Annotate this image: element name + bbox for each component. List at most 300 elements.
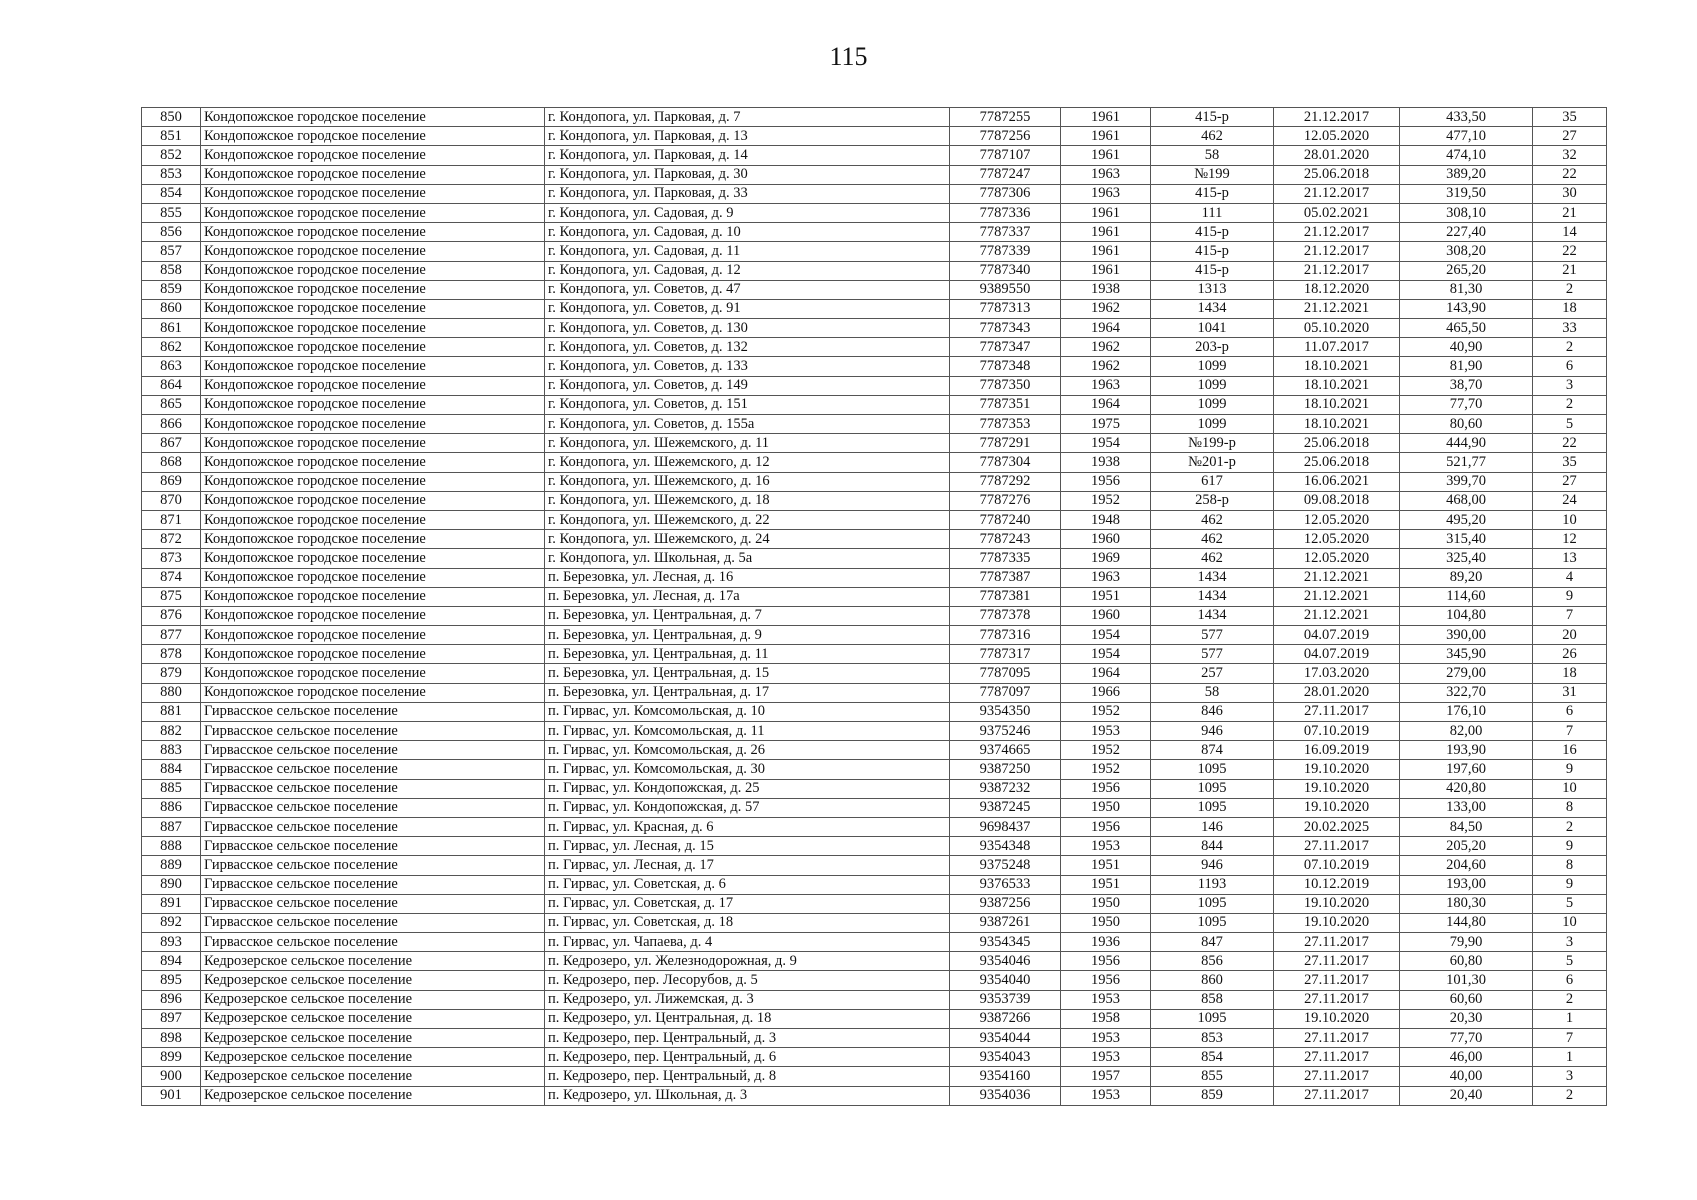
row-number-cell: 895 (142, 971, 201, 990)
table-row (142, 338, 1607, 357)
table-row (142, 415, 1607, 434)
residents-count-cell: 10 (1533, 913, 1607, 932)
residents-count-cell: 8 (1533, 856, 1607, 875)
residents-count-cell: 10 (1533, 510, 1607, 529)
year-built-cell: 1954 (1061, 434, 1151, 453)
residents-count-cell: 21 (1533, 261, 1607, 280)
address-cell: г. Кондопога, ул. Шежемского, д. 24 (545, 530, 950, 549)
decree-date-cell: 17.03.2020 (1274, 664, 1400, 683)
settlement-name-cell: Кондопожское городское поселение (201, 223, 545, 242)
table-row (142, 146, 1607, 165)
year-built-cell: 1962 (1061, 299, 1151, 318)
area-cell: 265,20 (1400, 261, 1533, 280)
address-cell: г. Кондопога, ул. Шежемского, д. 22 (545, 510, 950, 529)
residents-count-cell: 6 (1533, 971, 1607, 990)
settlement-name-cell: Гирвасское сельское поселение (201, 702, 545, 721)
year-built-cell: 1952 (1061, 760, 1151, 779)
decree-date-cell: 11.07.2017 (1274, 338, 1400, 357)
row-number-cell: 861 (142, 319, 201, 338)
row-number-cell: 883 (142, 741, 201, 760)
address-cell: п. Гирвас, ул. Советская, д. 18 (545, 913, 950, 932)
decree-number-cell: 1099 (1151, 357, 1274, 376)
residents-count-cell: 2 (1533, 280, 1607, 299)
building-id-cell: 9354044 (950, 1029, 1061, 1048)
table-row (142, 722, 1607, 741)
settlement-name-cell: Кедрозерское сельское поселение (201, 1029, 545, 1048)
decree-number-cell: 415-р (1151, 108, 1274, 127)
residents-count-cell: 1 (1533, 1048, 1607, 1067)
address-cell: г. Кондопога, ул. Шежемского, д. 12 (545, 453, 950, 472)
table-row (142, 1029, 1607, 1048)
area-cell: 40,00 (1400, 1067, 1533, 1086)
building-id-cell: 9387232 (950, 779, 1061, 798)
decree-number-cell: 146 (1151, 817, 1274, 836)
decree-date-cell: 21.12.2021 (1274, 606, 1400, 625)
building-id-cell: 7787095 (950, 664, 1061, 683)
row-number-cell: 892 (142, 913, 201, 932)
area-cell: 89,20 (1400, 568, 1533, 587)
decree-number-cell: 946 (1151, 856, 1274, 875)
residents-count-cell: 2 (1533, 395, 1607, 414)
decree-date-cell: 21.12.2021 (1274, 568, 1400, 587)
row-number-cell: 893 (142, 933, 201, 952)
address-cell: п. Березовка, ул. Центральная, д. 15 (545, 664, 950, 683)
address-cell: г. Кондопога, ул. Парковая, д. 30 (545, 165, 950, 184)
decree-date-cell: 12.05.2020 (1274, 530, 1400, 549)
decree-date-cell: 12.05.2020 (1274, 549, 1400, 568)
row-number-cell: 852 (142, 146, 201, 165)
year-built-cell: 1956 (1061, 779, 1151, 798)
area-cell: 345,90 (1400, 645, 1533, 664)
building-id-cell: 7787347 (950, 338, 1061, 357)
address-cell: г. Кондопога, ул. Садовая, д. 11 (545, 242, 950, 261)
year-built-cell: 1954 (1061, 626, 1151, 645)
area-cell: 389,20 (1400, 165, 1533, 184)
address-cell: п. Гирвас, ул. Комсомольская, д. 30 (545, 760, 950, 779)
address-cell: п. Березовка, ул. Центральная, д. 17 (545, 683, 950, 702)
table-row (142, 837, 1607, 856)
residents-count-cell: 27 (1533, 127, 1607, 146)
settlement-name-cell: Кондопожское городское поселение (201, 645, 545, 664)
settlement-name-cell: Кондопожское городское поселение (201, 664, 545, 683)
year-built-cell: 1961 (1061, 146, 1151, 165)
residents-count-cell: 3 (1533, 376, 1607, 395)
settlement-name-cell: Кондопожское городское поселение (201, 530, 545, 549)
table-row (142, 1086, 1607, 1105)
building-id-cell: 9354350 (950, 702, 1061, 721)
row-number-cell: 865 (142, 395, 201, 414)
building-id-cell: 9387245 (950, 798, 1061, 817)
address-cell: п. Гирвас, ул. Комсомольская, д. 26 (545, 741, 950, 760)
table-row (142, 741, 1607, 760)
area-cell: 399,70 (1400, 472, 1533, 491)
settlement-name-cell: Кондопожское городское поселение (201, 395, 545, 414)
row-number-cell: 869 (142, 472, 201, 491)
row-number-cell: 868 (142, 453, 201, 472)
decree-date-cell: 28.01.2020 (1274, 146, 1400, 165)
year-built-cell: 1957 (1061, 1067, 1151, 1086)
address-cell: п. Кедрозеро, ул. Центральная, д. 18 (545, 1009, 950, 1028)
row-number-cell: 866 (142, 415, 201, 434)
settlement-name-cell: Кондопожское городское поселение (201, 626, 545, 645)
year-built-cell: 1952 (1061, 702, 1151, 721)
area-cell: 204,60 (1400, 856, 1533, 875)
settlement-name-cell: Кедрозерское сельское поселение (201, 990, 545, 1009)
year-built-cell: 1950 (1061, 894, 1151, 913)
year-built-cell: 1956 (1061, 971, 1151, 990)
year-built-cell: 1964 (1061, 319, 1151, 338)
decree-number-cell: 858 (1151, 990, 1274, 1009)
row-number-cell: 854 (142, 184, 201, 203)
area-cell: 143,90 (1400, 299, 1533, 318)
residents-count-cell: 22 (1533, 242, 1607, 261)
table-row (142, 395, 1607, 414)
building-id-cell: 7787351 (950, 395, 1061, 414)
settlement-name-cell: Гирвасское сельское поселение (201, 741, 545, 760)
building-id-cell: 7787107 (950, 146, 1061, 165)
area-cell: 82,00 (1400, 722, 1533, 741)
address-cell: г. Кондопога, ул. Советов, д. 47 (545, 280, 950, 299)
settlement-name-cell: Кедрозерское сельское поселение (201, 1086, 545, 1105)
decree-date-cell: 19.10.2020 (1274, 1009, 1400, 1028)
address-cell: г. Кондопога, ул. Садовая, д. 9 (545, 203, 950, 222)
table-row (142, 242, 1607, 261)
year-built-cell: 1963 (1061, 376, 1151, 395)
address-cell: п. Березовка, ул. Центральная, д. 9 (545, 626, 950, 645)
row-number-cell: 864 (142, 376, 201, 395)
area-cell: 205,20 (1400, 837, 1533, 856)
building-id-cell: 9387261 (950, 913, 1061, 932)
settlement-name-cell: Кондопожское городское поселение (201, 299, 545, 318)
table-row (142, 952, 1607, 971)
decree-date-cell: 19.10.2020 (1274, 779, 1400, 798)
address-cell: г. Кондопога, ул. Советов, д. 155а (545, 415, 950, 434)
decree-number-cell: 1099 (1151, 395, 1274, 414)
settlement-name-cell: Кондопожское городское поселение (201, 146, 545, 165)
address-cell: п. Березовка, ул. Лесная, д. 17а (545, 587, 950, 606)
building-id-cell: 7787340 (950, 261, 1061, 280)
decree-number-cell: 846 (1151, 702, 1274, 721)
decree-date-cell: 21.12.2017 (1274, 184, 1400, 203)
year-built-cell: 1951 (1061, 856, 1151, 875)
year-built-cell: 1956 (1061, 817, 1151, 836)
decree-number-cell: 462 (1151, 530, 1274, 549)
address-cell: п. Гирвас, ул. Советская, д. 6 (545, 875, 950, 894)
area-cell: 176,10 (1400, 702, 1533, 721)
year-built-cell: 1964 (1061, 664, 1151, 683)
decree-date-cell: 04.07.2019 (1274, 626, 1400, 645)
row-number-cell: 882 (142, 722, 201, 741)
area-cell: 433,50 (1400, 108, 1533, 127)
year-built-cell: 1956 (1061, 472, 1151, 491)
table-row (142, 933, 1607, 952)
area-cell: 133,00 (1400, 798, 1533, 817)
residents-count-cell: 9 (1533, 760, 1607, 779)
year-built-cell: 1950 (1061, 798, 1151, 817)
building-id-cell: 7787339 (950, 242, 1061, 261)
residents-count-cell: 32 (1533, 146, 1607, 165)
row-number-cell: 888 (142, 837, 201, 856)
decree-date-cell: 25.06.2018 (1274, 165, 1400, 184)
row-number-cell: 877 (142, 626, 201, 645)
address-cell: г. Кондопога, ул. Парковая, д. 33 (545, 184, 950, 203)
row-number-cell: 850 (142, 108, 201, 127)
decree-number-cell: 111 (1151, 203, 1274, 222)
building-id-cell: 9354036 (950, 1086, 1061, 1105)
settlement-name-cell: Кондопожское городское поселение (201, 165, 545, 184)
area-cell: 84,50 (1400, 817, 1533, 836)
housing-registry-table (141, 107, 1607, 1106)
residents-count-cell: 7 (1533, 1029, 1607, 1048)
residents-count-cell: 35 (1533, 108, 1607, 127)
settlement-name-cell: Гирвасское сельское поселение (201, 933, 545, 952)
table-row (142, 376, 1607, 395)
decree-date-cell: 19.10.2020 (1274, 798, 1400, 817)
year-built-cell: 1950 (1061, 913, 1151, 932)
table-row (142, 702, 1607, 721)
address-cell: г. Кондопога, ул. Садовая, д. 10 (545, 223, 950, 242)
year-built-cell: 1952 (1061, 491, 1151, 510)
settlement-name-cell: Кондопожское городское поселение (201, 127, 545, 146)
settlement-name-cell: Кондопожское городское поселение (201, 549, 545, 568)
table-row (142, 549, 1607, 568)
table-row (142, 856, 1607, 875)
table-row (142, 319, 1607, 338)
address-cell: п. Кедрозеро, пер. Лесорубов, д. 5 (545, 971, 950, 990)
decree-date-cell: 25.06.2018 (1274, 434, 1400, 453)
building-id-cell: 9375246 (950, 722, 1061, 741)
area-cell: 38,70 (1400, 376, 1533, 395)
year-built-cell: 1938 (1061, 280, 1151, 299)
row-number-cell: 891 (142, 894, 201, 913)
year-built-cell: 1958 (1061, 1009, 1151, 1028)
row-number-cell: 878 (142, 645, 201, 664)
decree-date-cell: 12.05.2020 (1274, 127, 1400, 146)
table-row (142, 894, 1607, 913)
building-id-cell: 7787291 (950, 434, 1061, 453)
settlement-name-cell: Гирвасское сельское поселение (201, 875, 545, 894)
address-cell: п. Березовка, ул. Лесная, д. 16 (545, 568, 950, 587)
building-id-cell: 7787317 (950, 645, 1061, 664)
year-built-cell: 1951 (1061, 587, 1151, 606)
residents-count-cell: 2 (1533, 338, 1607, 357)
decree-number-cell: 855 (1151, 1067, 1274, 1086)
settlement-name-cell: Кондопожское городское поселение (201, 184, 545, 203)
decree-date-cell: 18.10.2021 (1274, 415, 1400, 434)
area-cell: 114,60 (1400, 587, 1533, 606)
decree-number-cell: 415-р (1151, 223, 1274, 242)
decree-date-cell: 27.11.2017 (1274, 1029, 1400, 1048)
decree-date-cell: 05.10.2020 (1274, 319, 1400, 338)
decree-date-cell: 27.11.2017 (1274, 990, 1400, 1009)
decree-date-cell: 18.10.2021 (1274, 395, 1400, 414)
building-id-cell: 9353739 (950, 990, 1061, 1009)
address-cell: п. Кедрозеро, пер. Центральный, д. 3 (545, 1029, 950, 1048)
table-row (142, 223, 1607, 242)
settlement-name-cell: Кондопожское городское поселение (201, 491, 545, 510)
residents-count-cell: 2 (1533, 1086, 1607, 1105)
table-row (142, 1009, 1607, 1028)
year-built-cell: 1938 (1061, 453, 1151, 472)
area-cell: 20,30 (1400, 1009, 1533, 1028)
area-cell: 197,60 (1400, 760, 1533, 779)
building-id-cell: 9354040 (950, 971, 1061, 990)
settlement-name-cell: Гирвасское сельское поселение (201, 894, 545, 913)
address-cell: г. Кондопога, ул. Парковая, д. 13 (545, 127, 950, 146)
year-built-cell: 1953 (1061, 990, 1151, 1009)
row-number-cell: 901 (142, 1086, 201, 1105)
decree-number-cell: 415-р (1151, 184, 1274, 203)
decree-number-cell: 1095 (1151, 798, 1274, 817)
residents-count-cell: 1 (1533, 1009, 1607, 1028)
settlement-name-cell: Кондопожское городское поселение (201, 453, 545, 472)
table-row (142, 760, 1607, 779)
area-cell: 104,80 (1400, 606, 1533, 625)
row-number-cell: 881 (142, 702, 201, 721)
address-cell: п. Гирвас, ул. Красная, д. 6 (545, 817, 950, 836)
row-number-cell: 875 (142, 587, 201, 606)
table-row (142, 203, 1607, 222)
building-id-cell: 7787276 (950, 491, 1061, 510)
year-built-cell: 1954 (1061, 645, 1151, 664)
residents-count-cell: 9 (1533, 587, 1607, 606)
year-built-cell: 1962 (1061, 338, 1151, 357)
decree-number-cell: 462 (1151, 549, 1274, 568)
residents-count-cell: 31 (1533, 683, 1607, 702)
residents-count-cell: 7 (1533, 722, 1607, 741)
residents-count-cell: 24 (1533, 491, 1607, 510)
address-cell: г. Кондопога, ул. Советов, д. 132 (545, 338, 950, 357)
decree-number-cell: 859 (1151, 1086, 1274, 1105)
decree-date-cell: 18.12.2020 (1274, 280, 1400, 299)
address-cell: г. Кондопога, ул. Советов, д. 91 (545, 299, 950, 318)
decree-number-cell: 1095 (1151, 779, 1274, 798)
table-row (142, 1067, 1607, 1086)
decree-date-cell: 18.10.2021 (1274, 357, 1400, 376)
building-id-cell: 7787256 (950, 127, 1061, 146)
row-number-cell: 862 (142, 338, 201, 357)
decree-number-cell: 844 (1151, 837, 1274, 856)
residents-count-cell: 5 (1533, 894, 1607, 913)
building-id-cell: 7787306 (950, 184, 1061, 203)
address-cell: г. Кондопога, ул. Советов, д. 151 (545, 395, 950, 414)
table-row (142, 299, 1607, 318)
residents-count-cell: 9 (1533, 837, 1607, 856)
decree-number-cell: 946 (1151, 722, 1274, 741)
decree-date-cell: 07.10.2019 (1274, 722, 1400, 741)
building-id-cell: 7787343 (950, 319, 1061, 338)
settlement-name-cell: Кондопожское городское поселение (201, 242, 545, 261)
address-cell: п. Кедрозеро, ул. Лижемская, д. 3 (545, 990, 950, 1009)
residents-count-cell: 14 (1533, 223, 1607, 242)
area-cell: 77,70 (1400, 1029, 1533, 1048)
decree-number-cell: 1434 (1151, 299, 1274, 318)
address-cell: г. Кондопога, ул. Парковая, д. 7 (545, 108, 950, 127)
residents-count-cell: 30 (1533, 184, 1607, 203)
table-row (142, 434, 1607, 453)
row-number-cell: 894 (142, 952, 201, 971)
building-id-cell: 7787097 (950, 683, 1061, 702)
year-built-cell: 1963 (1061, 165, 1151, 184)
table-row (142, 626, 1607, 645)
building-id-cell: 9354160 (950, 1067, 1061, 1086)
decree-number-cell: №199-р (1151, 434, 1274, 453)
row-number-cell: 896 (142, 990, 201, 1009)
area-cell: 81,90 (1400, 357, 1533, 376)
year-built-cell: 1953 (1061, 1029, 1151, 1048)
residents-count-cell: 5 (1533, 415, 1607, 434)
settlement-name-cell: Кондопожское городское поселение (201, 338, 545, 357)
year-built-cell: 1960 (1061, 606, 1151, 625)
table-row (142, 1048, 1607, 1067)
area-cell: 390,00 (1400, 626, 1533, 645)
area-cell: 468,00 (1400, 491, 1533, 510)
decree-number-cell: 617 (1151, 472, 1274, 491)
building-id-cell: 7787378 (950, 606, 1061, 625)
settlement-name-cell: Гирвасское сельское поселение (201, 760, 545, 779)
address-cell: п. Гирвас, ул. Лесная, д. 17 (545, 856, 950, 875)
decree-number-cell: 1099 (1151, 376, 1274, 395)
decree-date-cell: 21.12.2017 (1274, 108, 1400, 127)
settlement-name-cell: Кондопожское городское поселение (201, 568, 545, 587)
residents-count-cell: 33 (1533, 319, 1607, 338)
year-built-cell: 1969 (1061, 549, 1151, 568)
row-number-cell: 851 (142, 127, 201, 146)
address-cell: г. Кондопога, ул. Шежемского, д. 16 (545, 472, 950, 491)
settlement-name-cell: Гирвасское сельское поселение (201, 817, 545, 836)
registry-body (142, 108, 1607, 1106)
area-cell: 521,77 (1400, 453, 1533, 472)
settlement-name-cell: Гирвасское сельское поселение (201, 856, 545, 875)
address-cell: п. Гирвас, ул. Кондопожская, д. 25 (545, 779, 950, 798)
decree-number-cell: 1095 (1151, 913, 1274, 932)
decree-date-cell: 25.06.2018 (1274, 453, 1400, 472)
address-cell: г. Кондопога, ул. Советов, д. 133 (545, 357, 950, 376)
residents-count-cell: 13 (1533, 549, 1607, 568)
building-id-cell: 7787337 (950, 223, 1061, 242)
address-cell: г. Кондопога, ул. Шежемского, д. 11 (545, 434, 950, 453)
settlement-name-cell: Кедрозерское сельское поселение (201, 1009, 545, 1028)
settlement-name-cell: Гирвасское сельское поселение (201, 779, 545, 798)
table-row (142, 990, 1607, 1009)
area-cell: 60,60 (1400, 990, 1533, 1009)
decree-date-cell: 07.10.2019 (1274, 856, 1400, 875)
building-id-cell: 9387256 (950, 894, 1061, 913)
settlement-name-cell: Гирвасское сельское поселение (201, 722, 545, 741)
table-row (142, 913, 1607, 932)
decree-number-cell: №201-р (1151, 453, 1274, 472)
building-id-cell: 9354043 (950, 1048, 1061, 1067)
area-cell: 79,90 (1400, 933, 1533, 952)
building-id-cell: 9376533 (950, 875, 1061, 894)
decree-date-cell: 16.09.2019 (1274, 741, 1400, 760)
address-cell: п. Гирвас, ул. Чапаева, д. 4 (545, 933, 950, 952)
residents-count-cell: 10 (1533, 779, 1607, 798)
residents-count-cell: 21 (1533, 203, 1607, 222)
decree-number-cell: 258-р (1151, 491, 1274, 510)
decree-number-cell: 462 (1151, 510, 1274, 529)
decree-number-cell: 1313 (1151, 280, 1274, 299)
area-cell: 20,40 (1400, 1086, 1533, 1105)
building-id-cell: 7787243 (950, 530, 1061, 549)
residents-count-cell: 3 (1533, 933, 1607, 952)
year-built-cell: 1963 (1061, 568, 1151, 587)
decree-number-cell: 415-р (1151, 242, 1274, 261)
area-cell: 180,30 (1400, 894, 1533, 913)
residents-count-cell: 4 (1533, 568, 1607, 587)
decree-number-cell: 1434 (1151, 587, 1274, 606)
table-row (142, 491, 1607, 510)
